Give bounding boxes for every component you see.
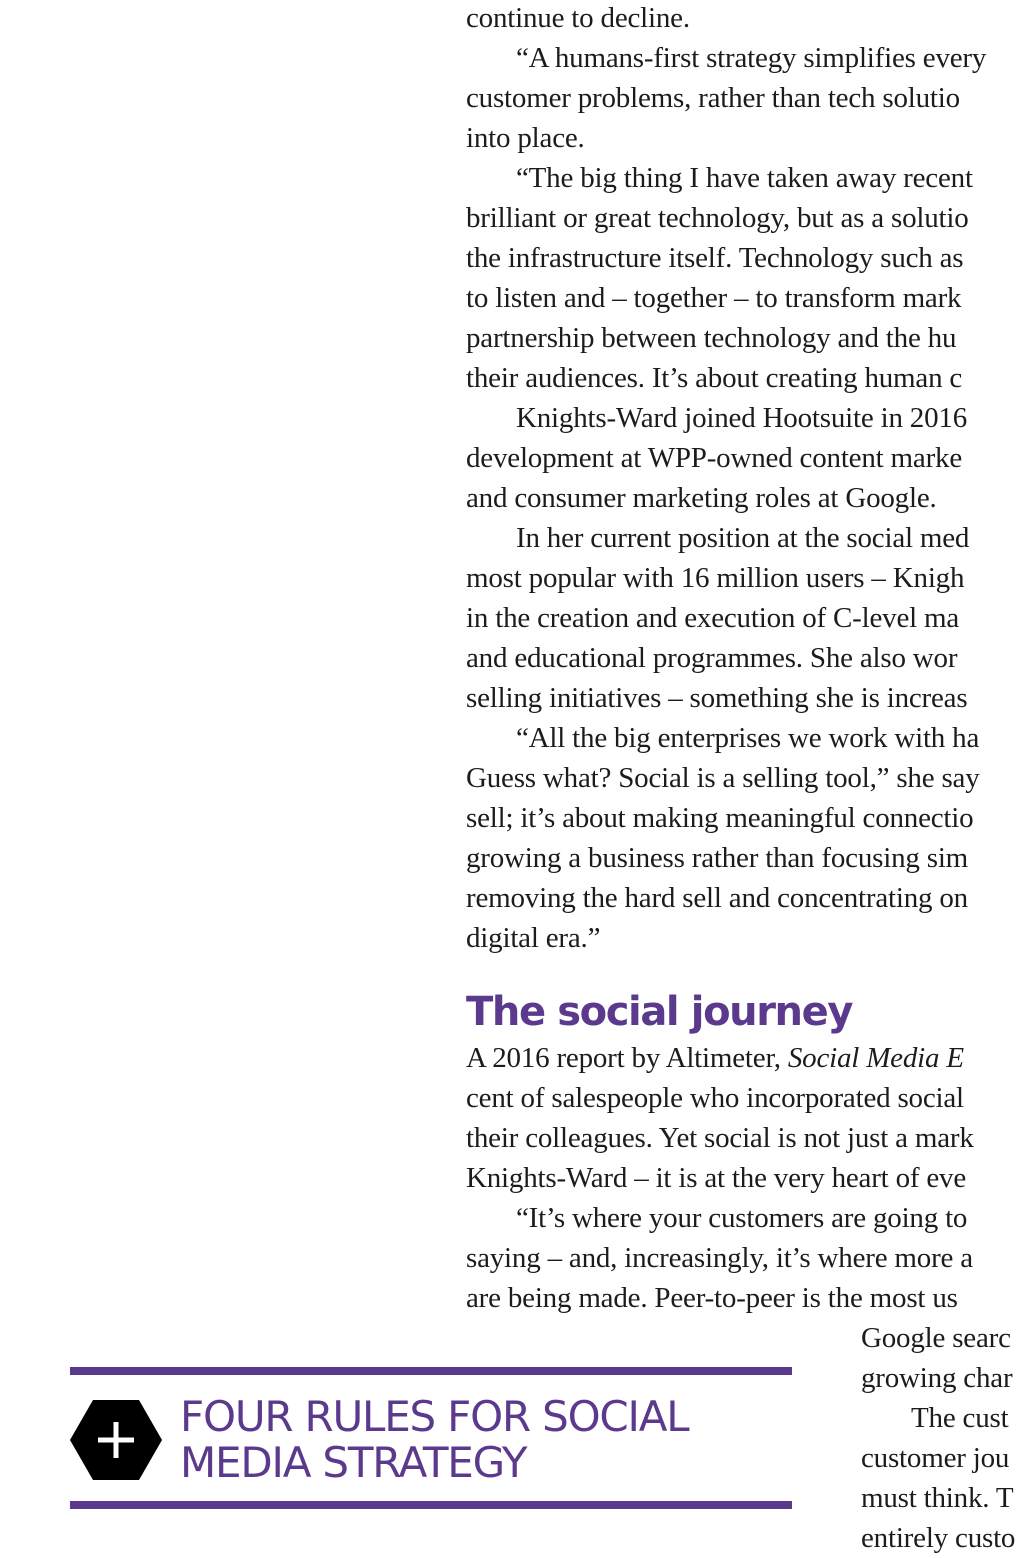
section-intro-text: A 2016 report by Altimeter, bbox=[466, 1042, 788, 1074]
narrow-line: Google searc bbox=[861, 1322, 1011, 1354]
section-intro-line bbox=[466, 1038, 964, 1078]
section-line: are being made. Peer-to-peer is the most us bbox=[466, 1282, 958, 1314]
sidebar-title-line-1: FOUR RULES FOR SOCIAL bbox=[180, 1392, 689, 1441]
body-line: Knights-Ward joined Hootsuite in 2016 bbox=[516, 402, 967, 434]
body-line: sell; it’s about making meaningful connectio bbox=[466, 802, 974, 834]
narrow-line: The cust bbox=[911, 1402, 1009, 1434]
body-line: into place. bbox=[466, 122, 585, 154]
body-line: selling initiatives – something she is increas bbox=[466, 682, 968, 714]
body-line: and consumer marketing roles at Google. bbox=[466, 482, 937, 514]
section-line: cent of salespeople who incorporated social bbox=[466, 1082, 964, 1114]
section-line: Knights-Ward – it is at the very heart of eve bbox=[466, 1162, 967, 1194]
body-line: “All the big enterprises we work with ha bbox=[516, 722, 980, 754]
body-line: customer problems, rather than tech solutio bbox=[466, 82, 960, 114]
body-line: most popular with 16 million users – Knigh bbox=[466, 562, 965, 594]
section-line: their colleagues. Yet social is not just a mark bbox=[466, 1122, 974, 1154]
body-line: development at WPP-owned content marke bbox=[466, 442, 963, 474]
sidebar-bottom-rule bbox=[70, 1501, 792, 1509]
body-line: brilliant or great technology, but as a solutio bbox=[466, 202, 969, 234]
body-line: to listen and – together – to transform mark bbox=[466, 282, 962, 314]
body-line: In her current position at the social med bbox=[516, 522, 970, 554]
plus-hexagon-icon bbox=[70, 1400, 162, 1480]
narrow-line: must think. T bbox=[861, 1482, 1014, 1514]
body-line: their audiences. It’s about creating human c bbox=[466, 362, 963, 394]
section-heading: The social journey bbox=[466, 989, 853, 1035]
body-line: Guess what? Social is a selling tool,” she say bbox=[466, 762, 980, 794]
narrow-line: customer jou bbox=[861, 1442, 1010, 1474]
body-line: and educational programmes. She also wor bbox=[466, 642, 958, 674]
sidebar-title-line-2: MEDIA STRATEGY bbox=[180, 1438, 527, 1487]
body-line: in the creation and execution of C-level ma bbox=[466, 602, 960, 634]
section-line: saying – and, increasingly, it’s where more a bbox=[466, 1242, 973, 1274]
narrow-line: entirely custo bbox=[861, 1522, 1016, 1554]
body-line: digital era.” bbox=[466, 922, 601, 954]
body-line: partnership between technology and the hu bbox=[466, 322, 957, 354]
sidebar-top-rule bbox=[70, 1367, 792, 1375]
report-title: Social Media E bbox=[787, 1042, 964, 1074]
body-line: “A humans-first strategy simplifies every bbox=[516, 42, 987, 74]
body-line: “The big thing I have taken away recent bbox=[516, 162, 973, 194]
body-line: continue to decline. bbox=[466, 2, 690, 34]
body-line: the infrastructure itself. Technology such as bbox=[466, 242, 964, 274]
body-line: growing a business rather than focusing sim bbox=[466, 842, 969, 874]
narrow-line: growing char bbox=[861, 1362, 1013, 1394]
body-line: removing the hard sell and concentrating on bbox=[466, 882, 968, 914]
section-line: “It’s where your customers are going to bbox=[516, 1202, 968, 1234]
